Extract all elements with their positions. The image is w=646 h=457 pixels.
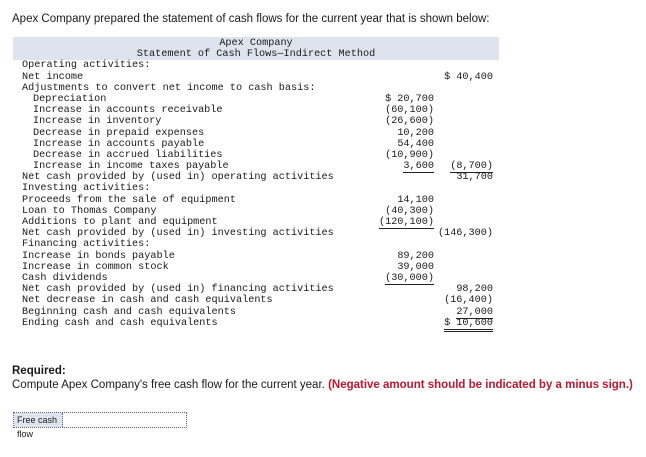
statement-row (13, 295, 499, 306)
total-amount: (8,700) (450, 161, 493, 173)
row-label: Decrease in accrued liabilities (33, 149, 223, 161)
cash-flow-statement (13, 37, 499, 329)
detail-amount: 14,100 (397, 194, 434, 206)
row-label: Operating activities: (22, 60, 151, 72)
total-amount: (146,300) (437, 228, 493, 240)
row-label: Net income (22, 71, 84, 83)
detail-amount: $ 20,700 (385, 93, 434, 105)
row-label: Net decrease in cash and cash equivalents (22, 295, 273, 307)
question-text (12, 379, 633, 391)
problem-intro: Apex Company prepared the statement of cash flows for the current year that is shown below: (12, 13, 490, 25)
total-amount: 27,000 (456, 306, 493, 318)
row-label: Increase in bonds payable (22, 250, 175, 262)
statement-row (13, 262, 499, 273)
detail-amount: (30,000) (385, 272, 434, 284)
statement-row (13, 139, 499, 150)
statement-row (13, 105, 499, 116)
row-label: Cash dividends (22, 272, 108, 284)
answer-table (13, 412, 187, 439)
statement-row (13, 116, 499, 127)
company-name: Apex Company (219, 38, 293, 49)
statement-row (13, 94, 499, 105)
detail-amount: 39,000 (397, 261, 434, 273)
total-amount: 98,200 (456, 284, 493, 296)
free-cash-flow-label: Free cash flow (14, 413, 63, 427)
detail-amount: (40,300) (385, 205, 434, 217)
statement-row (13, 72, 499, 83)
required-heading: Required: (12, 365, 66, 377)
detail-amount: 3,600 (403, 161, 434, 173)
statement-row (13, 217, 499, 228)
detail-amount: 54,400 (397, 138, 434, 150)
statement-row (13, 307, 499, 318)
statement-row (13, 161, 499, 172)
row-label: Decrease in prepaid expenses (33, 127, 205, 139)
row-label: Financing activities: (22, 239, 151, 251)
sign-note: (Negative amount should be indicated by a minus sign.) (328, 379, 633, 391)
statement-row (13, 239, 499, 250)
detail-amount: 10,200 (397, 127, 434, 139)
total-amount: 31,700 (456, 172, 493, 184)
statement-row (13, 195, 499, 206)
row-label: Net cash provided by (used in) operating activities (22, 172, 334, 184)
detail-amount: (60,100) (385, 105, 434, 117)
total-amount: $ 40,400 (444, 71, 493, 83)
statement-title: Statement of Cash Flows—Indirect Method (136, 49, 376, 61)
statement-row (13, 60, 499, 71)
row-label: Loan to Thomas Company (22, 205, 157, 217)
statement-header (13, 37, 499, 60)
row-label: Adjustments to convert net income to cash basis: (22, 82, 316, 94)
detail-amount: 89,200 (397, 250, 434, 262)
statement-row (13, 251, 499, 262)
row-label: Beginning cash and cash equivalents (22, 306, 236, 318)
detail-amount: (26,600) (385, 116, 434, 128)
row-label: Increase in inventory (33, 116, 162, 128)
total-amount: (16,400) (444, 295, 493, 307)
total-amount: $ 10,600 (444, 318, 493, 332)
statement-row (13, 183, 499, 194)
row-label: Additions to plant and equipment (22, 217, 218, 229)
row-label: Depreciation (33, 93, 107, 105)
detail-amount: (10,900) (385, 149, 434, 161)
statement-rows (13, 60, 499, 329)
statement-row (13, 150, 499, 161)
statement-row (13, 273, 499, 284)
detail-amount: (120,100) (378, 217, 434, 229)
statement-row (13, 318, 499, 329)
statement-row (13, 128, 499, 139)
row-label: Increase in accounts payable (33, 138, 205, 150)
row-label: Increase in common stock (22, 261, 169, 273)
statement-row (13, 206, 499, 217)
row-label: Increase in accounts receivable (33, 105, 223, 117)
row-label: Investing activities: (22, 183, 151, 195)
statement-row (13, 228, 499, 239)
row-label: Net cash provided by (used in) financing activities (22, 284, 334, 296)
row-label: Ending cash and cash equivalents (22, 317, 218, 329)
question-instruction: Compute Apex Company's free cash flow for the current year. (12, 379, 325, 391)
statement-row (13, 83, 499, 94)
free-cash-flow-input[interactable] (63, 413, 186, 427)
row-label: Net cash provided by (used in) investing activities (22, 228, 334, 240)
statement-row (13, 172, 499, 183)
statement-row (13, 284, 499, 295)
row-label: Increase in income taxes payable (33, 161, 229, 173)
row-label: Proceeds from the sale of equipment (22, 194, 236, 206)
